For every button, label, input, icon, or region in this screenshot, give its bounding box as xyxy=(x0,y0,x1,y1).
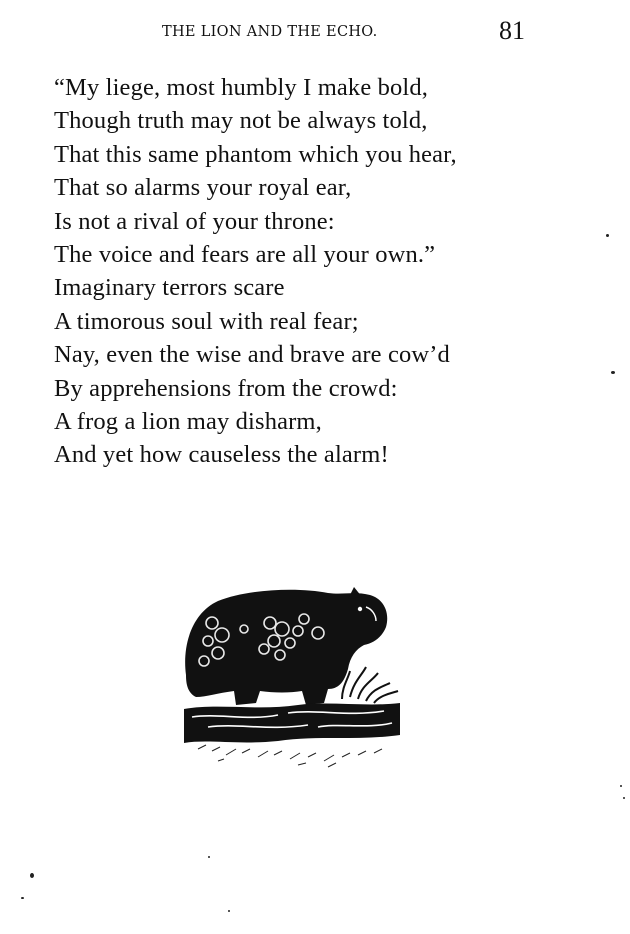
poem-line: And yet how causeless the alarm! xyxy=(54,441,389,469)
leopard-woodcut-illustration xyxy=(178,585,404,773)
scan-speck xyxy=(620,785,622,787)
scan-speck xyxy=(611,371,615,374)
poem-line: Though truth may not be always told, xyxy=(54,107,428,135)
scan-speck xyxy=(228,910,230,912)
poem-line: “My liege, most humbly I make bold, xyxy=(54,74,429,101)
running-title: THE LION AND THE ECHO. xyxy=(162,24,378,40)
poem-line: Is not a rival of your throne: xyxy=(54,207,335,235)
page-number: 81 xyxy=(499,16,525,45)
poem-line: By apprehensions from the crowd: xyxy=(54,374,398,402)
scan-speck xyxy=(606,234,609,237)
scan-speck xyxy=(208,856,210,858)
poem-stanza xyxy=(54,71,457,472)
poem-line: Imaginary terrors scare xyxy=(54,274,285,302)
scan-speck xyxy=(21,897,24,899)
poem-line: Nay, even the wise and brave are cow’d xyxy=(54,341,450,369)
scan-speck xyxy=(30,873,34,878)
poem-line: That so alarms your royal ear, xyxy=(54,174,352,202)
poem-line: That this same phantom which you hear, xyxy=(54,140,457,168)
scan-speck xyxy=(623,797,625,799)
poem-line: The voice and fears are all your own.” xyxy=(54,241,436,269)
poem-line: A timorous soul with real fear; xyxy=(54,307,359,335)
poem-line: A frog a lion may disharm, xyxy=(54,408,322,436)
